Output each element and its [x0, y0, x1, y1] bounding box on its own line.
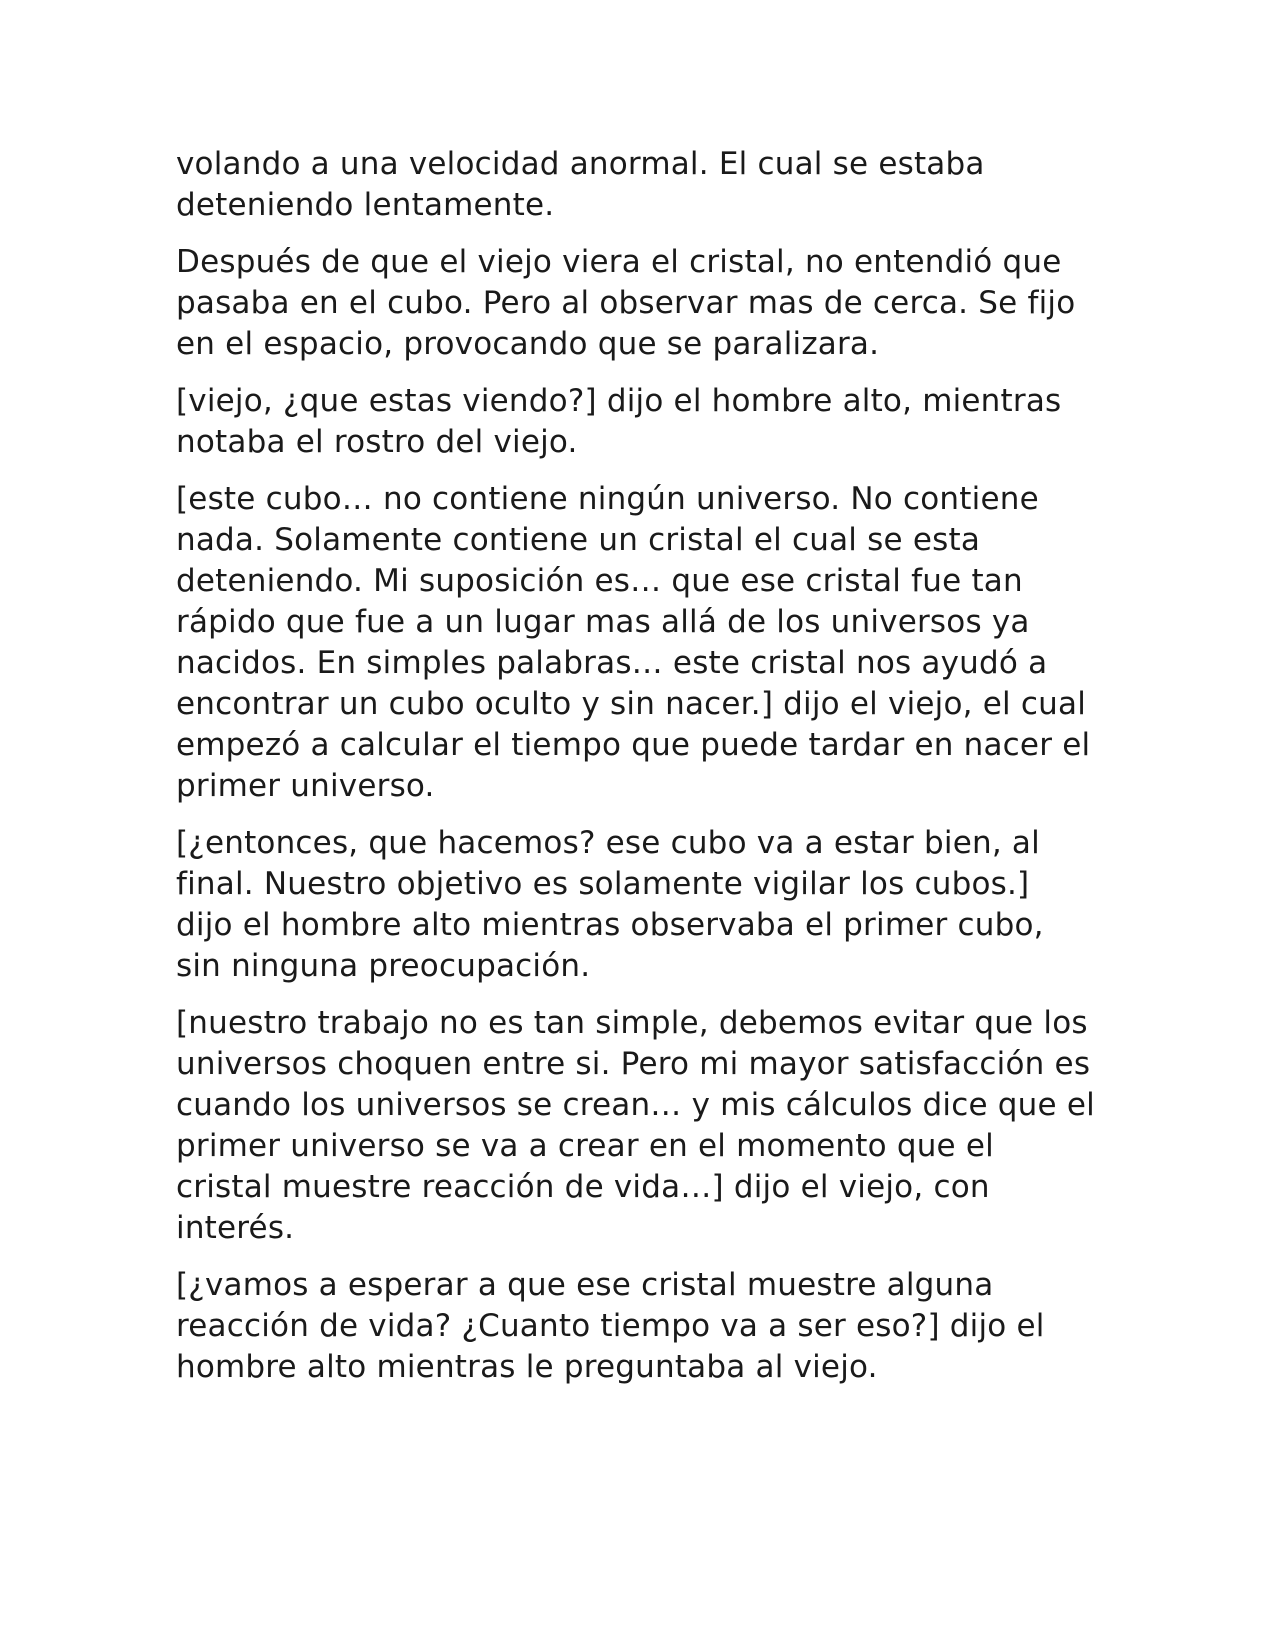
paragraph: [viejo, ¿que estas viendo?] dijo el hombre alto, mientras notaba el rostro del viejo.	[176, 383, 1062, 460]
paragraph: [este cubo… no contiene ningún universo. No contiene nada. Solamente contiene un cristal el cual se esta deteniendo. Mi suposición es… que ese cristal fue tan rápido que fue a un lugar mas allá de los universos ya nacidos. En simples palabras… este cristal nos ayudó a encontrar un cubo oculto y sin nacer.] dijo el viejo, el cual empezó a calcular el tiempo que puede tardar en nacer el primer universo.	[176, 481, 1091, 804]
paragraph: [¿entonces, que hacemos? ese cubo va a estar bien, al final. Nuestro objetivo es solamente vigilar los cubos.] dijo el hombre alto mientras observaba el primer cubo, sin ninguna preocupación.	[176, 825, 1044, 984]
paragraph: [¿vamos a esperar a que ese cristal muestre alguna reacción de vida? ¿Cuanto tiempo va a ser eso?] dijo el hombre alto mientras le preguntaba al viejo.	[176, 1267, 1045, 1385]
document-page	[176, 144, 1096, 1404]
paragraph: volando a una velocidad anormal. El cual se estaba deteniendo lentamente.	[176, 146, 985, 223]
paragraph: Después de que el viejo viera el cristal, no entendió que pasaba en el cubo. Pero al observar mas de cerca. Se fijo en el espacio, provocando que se paralizara.	[176, 244, 1076, 362]
paragraph: [nuestro trabajo no es tan simple, debemos evitar que los universos choquen entre si. Pero mi mayor satisfacción es cuando los universos se crean… y mis cálculos dice que el primer universo se va a crear en el momento que el cristal muestre reacción de vida…] dijo el viejo, con interés.	[176, 1005, 1095, 1246]
